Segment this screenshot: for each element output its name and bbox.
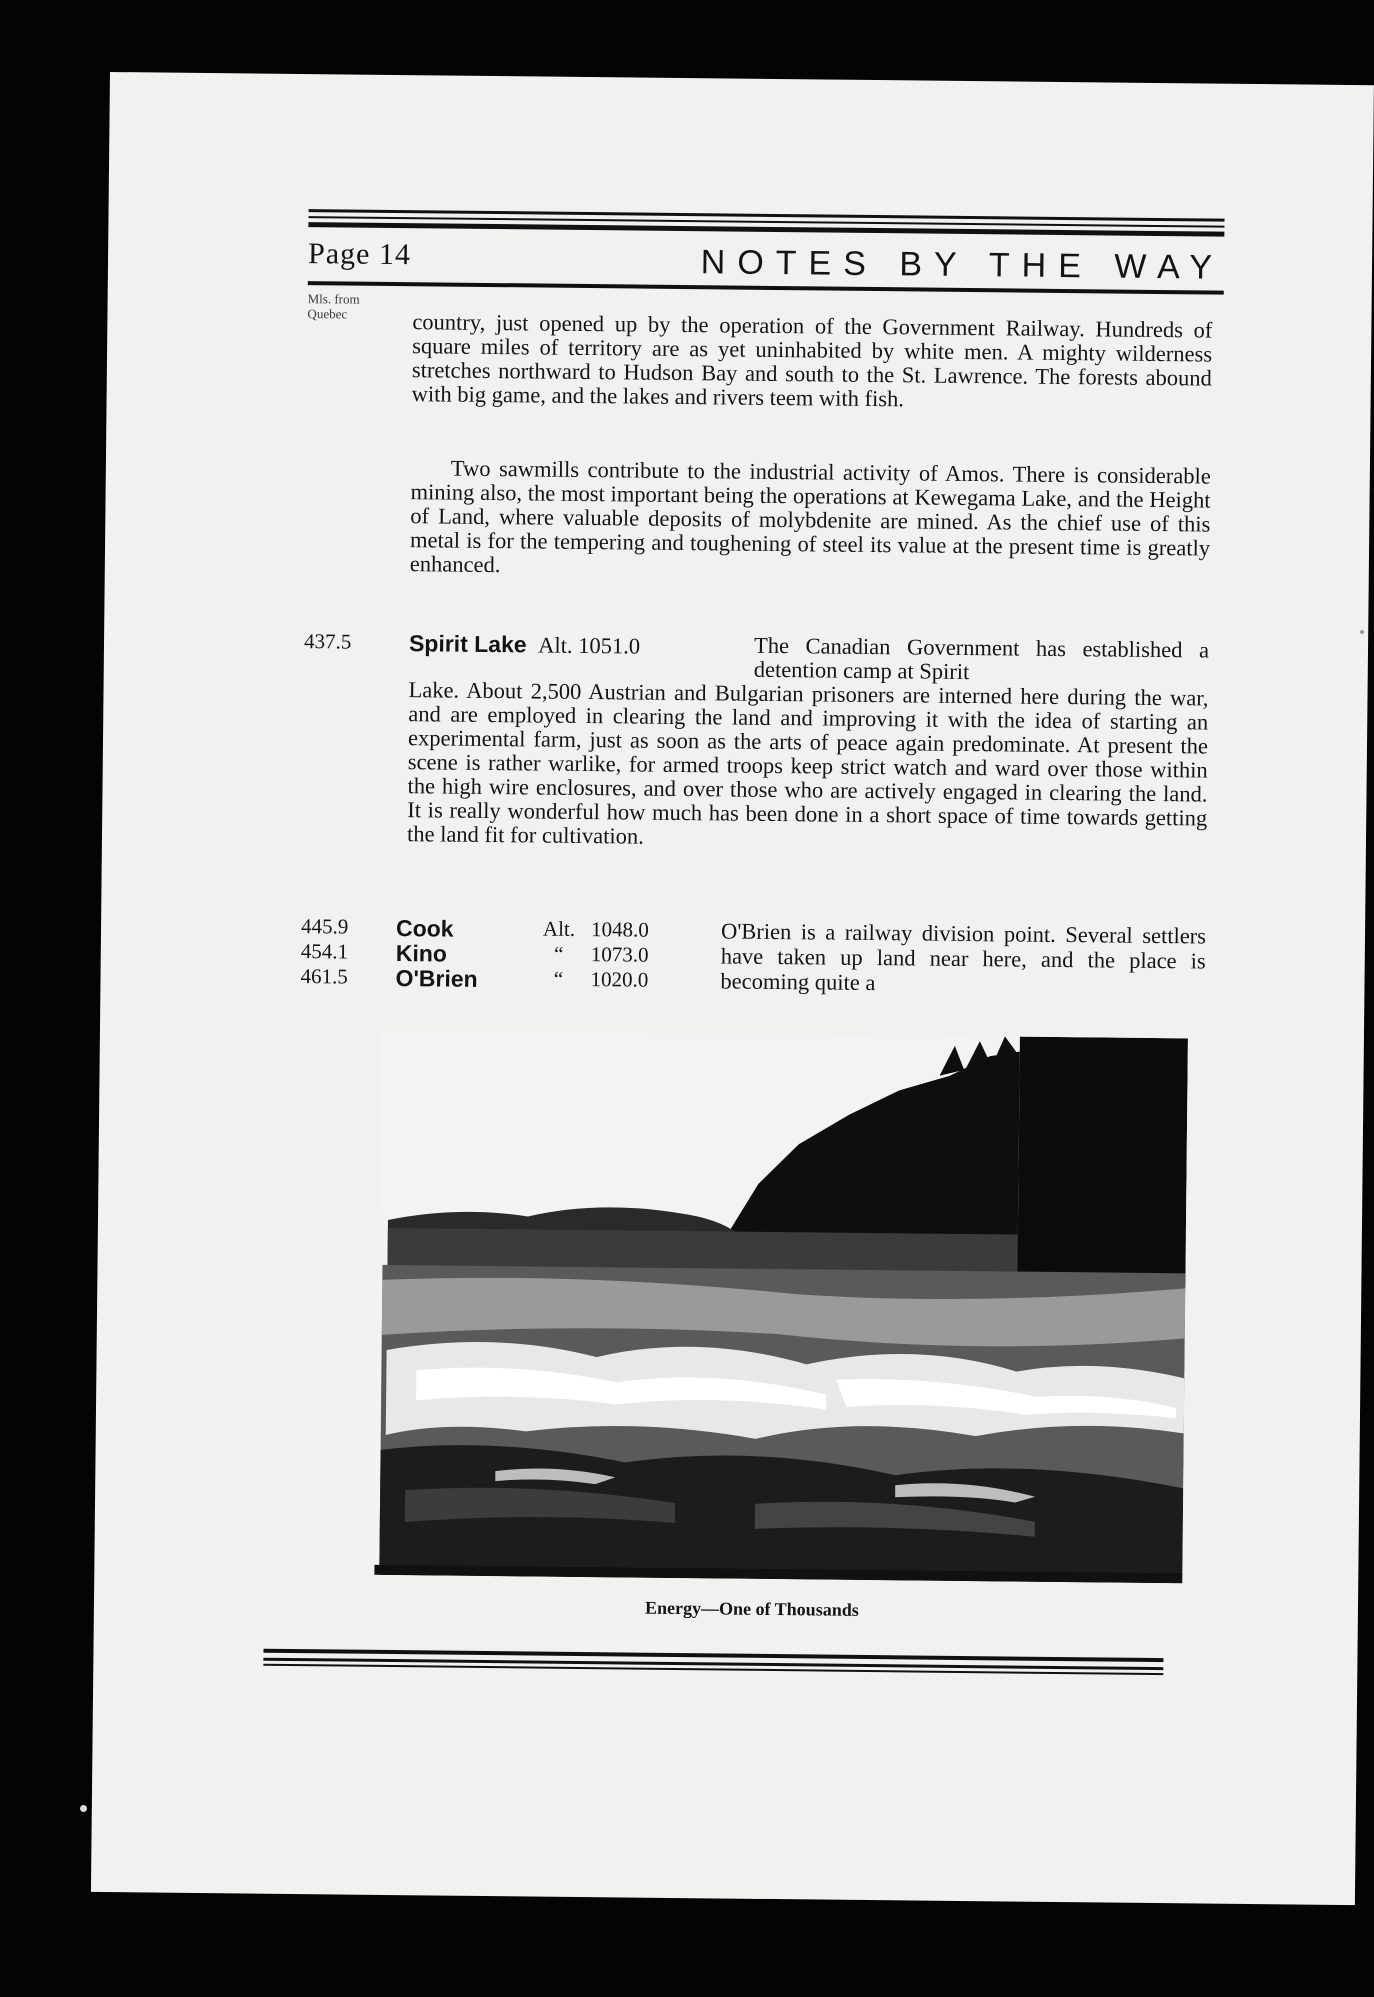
margin-note-line-2: Quebec	[307, 306, 348, 322]
rapids-photo	[374, 1030, 1188, 1583]
station-alt-label: “	[553, 941, 564, 966]
paragraph-2: Two sawmills contribute to the industrial activity of Amos. There is considerable mining also, the most important being the operations at Kewegama Lake, and the Height of Land, where valuable deposits of molybdenite are mined. As the chief use of this metal is for the tempering and toughening of steel its value at the present time is greatly enhanced.	[409, 455, 1211, 578]
station-name: O'Brien	[395, 965, 478, 992]
margin-note-line-1: Mls. from	[307, 291, 360, 307]
page-header	[308, 229, 1224, 289]
station-altitude: Alt. 1051.0	[538, 632, 641, 659]
mileage: 437.5	[303, 629, 352, 654]
station-mileage: 445.9	[300, 914, 349, 939]
paragraph-1: country, just opened up by the operation of the Government Railway. Hundreds of square miles of territory are as yet uninhabited by white men. A mighty wilderness stretches northward to Hudson Bay and south to the St. Lawrence. The forests abound with big game, and the lakes and rivers teem with fish.	[411, 309, 1213, 412]
rapids-photo-image	[374, 1030, 1188, 1583]
station-elevation: 1048.0	[590, 917, 649, 942]
running-title: NOTES BY THE WAY	[700, 243, 1225, 287]
footer-rules	[263, 1649, 1163, 1678]
header-rules	[309, 209, 1225, 219]
station-alt-label: “	[553, 966, 564, 991]
margin-note	[307, 291, 417, 322]
station-table	[300, 914, 649, 992]
station-name: Kino	[395, 940, 448, 967]
scan-speck	[1360, 630, 1364, 634]
page-content	[300, 209, 1225, 1620]
station-mileage: 461.5	[300, 964, 348, 989]
document-page	[91, 72, 1374, 1905]
entry-heading	[409, 630, 640, 659]
station-mileage: 454.1	[300, 939, 349, 964]
station-name: Cook	[395, 915, 454, 942]
station-elevation: 1020.0	[590, 967, 649, 992]
station-name: Spirit Lake	[408, 630, 527, 658]
entry-body-text: Lake. About 2,500 Austrian and Bulgarian prisoners are interned here during the war, and are employed in clearing the land and improving it with the idea of starting an experimental farm, just as soon as the arts of peace again predominate. At present the scene is rather warlike, for armed troops keep strict watch and ward over those within the high wire enclosures, and over those who are actively engaged in clearing the land. It is really wonderful how much has been done in a short space of time towards getting the land fit for cultivation.	[406, 677, 1209, 849]
station-list	[300, 914, 1207, 996]
entry-spirit-lake	[303, 629, 1210, 849]
page-number: Page 14	[307, 237, 412, 272]
entry-side-text: The Canadian Government has established a detention camp at Spirit	[753, 632, 1210, 685]
scan-speck	[80, 1805, 87, 1812]
photo-caption: Energy—One of Thousands	[644, 1597, 859, 1620]
obrien-description: O'Brien is a railway division point. Several settlers have taken up land near here, and the place is becoming quite a	[720, 918, 1207, 996]
station-alt-label: Alt.	[542, 916, 576, 941]
station-elevation: 1073.0	[590, 942, 649, 967]
